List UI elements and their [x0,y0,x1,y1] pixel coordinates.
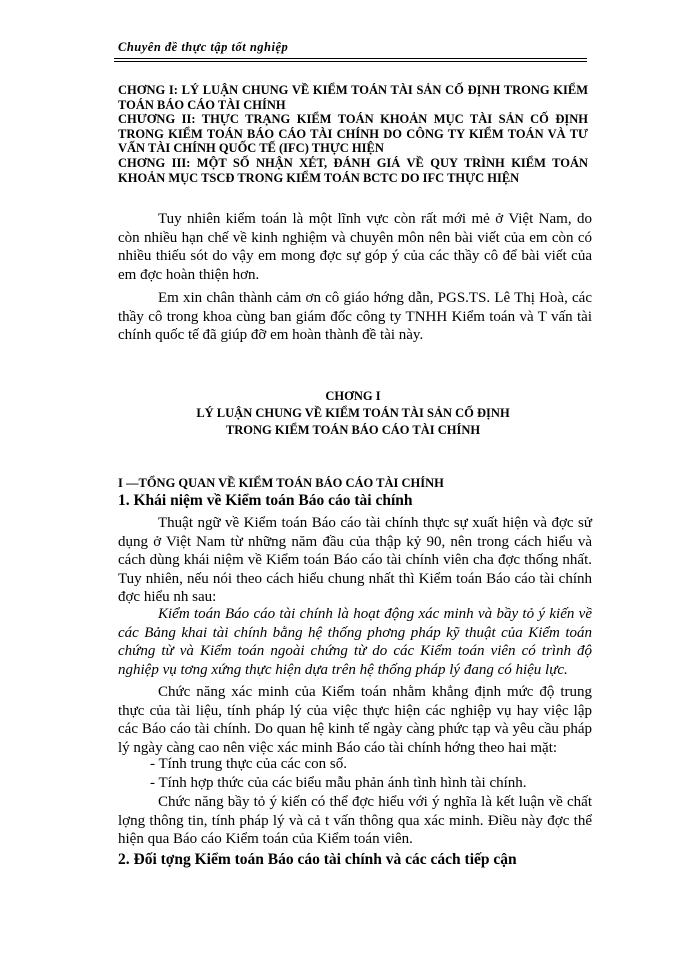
chapter-label: CHƠNG I [325,389,381,403]
toc-chapter-3: CHƠNG III: MỘT SỐ NHẬN XÉT, ĐÁNH GIÁ VỀ QUY TRÌNH KIỂM TOÁN KHOẢN MỤC TSCĐ TRONG KIỂM TOÁN BCTC DO IFC THỰC HIỆN [118,156,588,185]
definition-paragraph: Kiểm toán Báo cáo tài chính là hoạt động xác minh và bầy tỏ ý kiến về các Bảng khai tài chính bằng hệ thống phơng pháp kỹ thuật của Kiểm toán chứng từ và Kiểm toán ngoài chứng từ do các Kiểm toán viên có trình độ nghiệp vụ tơng xứng thực hiện dựa trên hệ thống pháp lý đang có hiệu lực. [118,606,592,678]
header-divider [114,58,587,59]
subsection-1-paragraph-3: Chức năng bầy tỏ ý kiến có thể đợc hiểu với ý nghĩa là kết luận về chất lợng thông tin, tính pháp lý và cả t vấn thông qua xác minh. Điều này đợc thể hiện qua Báo cáo Kiểm toán của Kiểm toán viên. [118,794,592,847]
section-heading: I —TỔNG QUAN VỀ KIỂM TOÁN BÁO CÁO TÀI CHÍNH [118,476,444,490]
subsection-1-paragraph-2: Chức năng xác minh của Kiểm toán nhằm khẳng định mức độ trung thực của tài liệu, tính pháp lý của việc thực hiện các nghiệp vụ hay việc lập các Báo cáo tài chính. Do quan hệ kinh tế ngày càng phức tạp và yêu cầu pháp lý ngày càng cao nên việc xác minh Báo cáo tài chính hớng theo hai mặt: [118,684,592,756]
subsection-1-paragraph-1: Thuật ngữ về Kiểm toán Báo cáo tài chính thực sự xuất hiện và đợc sử dụng ở Việt Nam từ những năm đầu của thập kỷ 90, nên trong cách hiểu và cách dùng khái niệm về Kiểm toán Báo cáo tài chính viên cha đợc thống nhất. Tuy nhiên, nếu nói theo cách hiểu chung nhất thì Kiểm toán Báo cáo tài chính đợc hiểu nh sau: [118,515,592,605]
chapter-title-line-2: TRONG KIỂM TOÁN BÁO CÁO TÀI CHÍNH [225,423,481,437]
header-divider-thin [114,61,587,62]
page-header: Chuyên đề thực tập tốt nghiệp [118,40,289,54]
intro-paragraph-1: Tuy nhiên kiểm toán là một lĩnh vực còn rất mới mẻ ở Việt Nam, do còn nhiều hạn chế về kinh nghiệm và chuyên môn nên bài viết của em còn có nhiều thiếu sót do vậy em mong đợc sự góp ý của các thầy cô để bài viết của em đợc hoàn thiện hơn. [118,211,592,283]
intro-paragraph-2: Em xin chân thành cảm ơn cô giáo hớng dẫn, PGS.TS. Lê Thị Hoà, các thầy cô trong khoa cùng ban giám đốc công ty TNHH Kiểm toán và T vấn tài chính quốc tế đã giúp đỡ em hoàn thành đề tài này. [118,290,592,343]
chapter-title-line-1: LÝ LUẬN CHUNG VỀ KIỂM TOÁN TÀI SẢN CỐ ĐỊNH [196,406,510,420]
bullet-1: - Tính trung thực của các con số. [150,756,347,772]
toc-chapter-2: CHƯƠNG II: THỰC TRẠNG KIỂM TOÁN KHOẢN MỤC TÀI SẢN CỐ ĐỊNH TRONG KIỂM TOÁN BÁO CÁO TÀI CHÍNH DO CÔNG TY KIỂM TOÁN VÀ TƯ VẤN TÀI CHÍNH QUỐC TẾ (IFC) THỰC HIỆN [118,112,588,155]
subsection-2-heading: 2. Đối tợng Kiểm toán Báo cáo tài chính và các cách tiếp cận [118,851,517,868]
toc-chapter-1: CHƠNG I: LÝ LUẬN CHUNG VỀ KIỂM TOÁN TÀI SẢN CỐ ĐỊNH TRONG KIỂM TOÁN BÁO CÁO TÀI CHÍNH [118,83,588,112]
bullet-2: - Tính hợp thức của các biểu mẫu phản ánh tình hình tài chính. [150,775,527,791]
subsection-1-heading: 1. Khái niệm về Kiểm toán Báo cáo tài chính [118,492,413,509]
